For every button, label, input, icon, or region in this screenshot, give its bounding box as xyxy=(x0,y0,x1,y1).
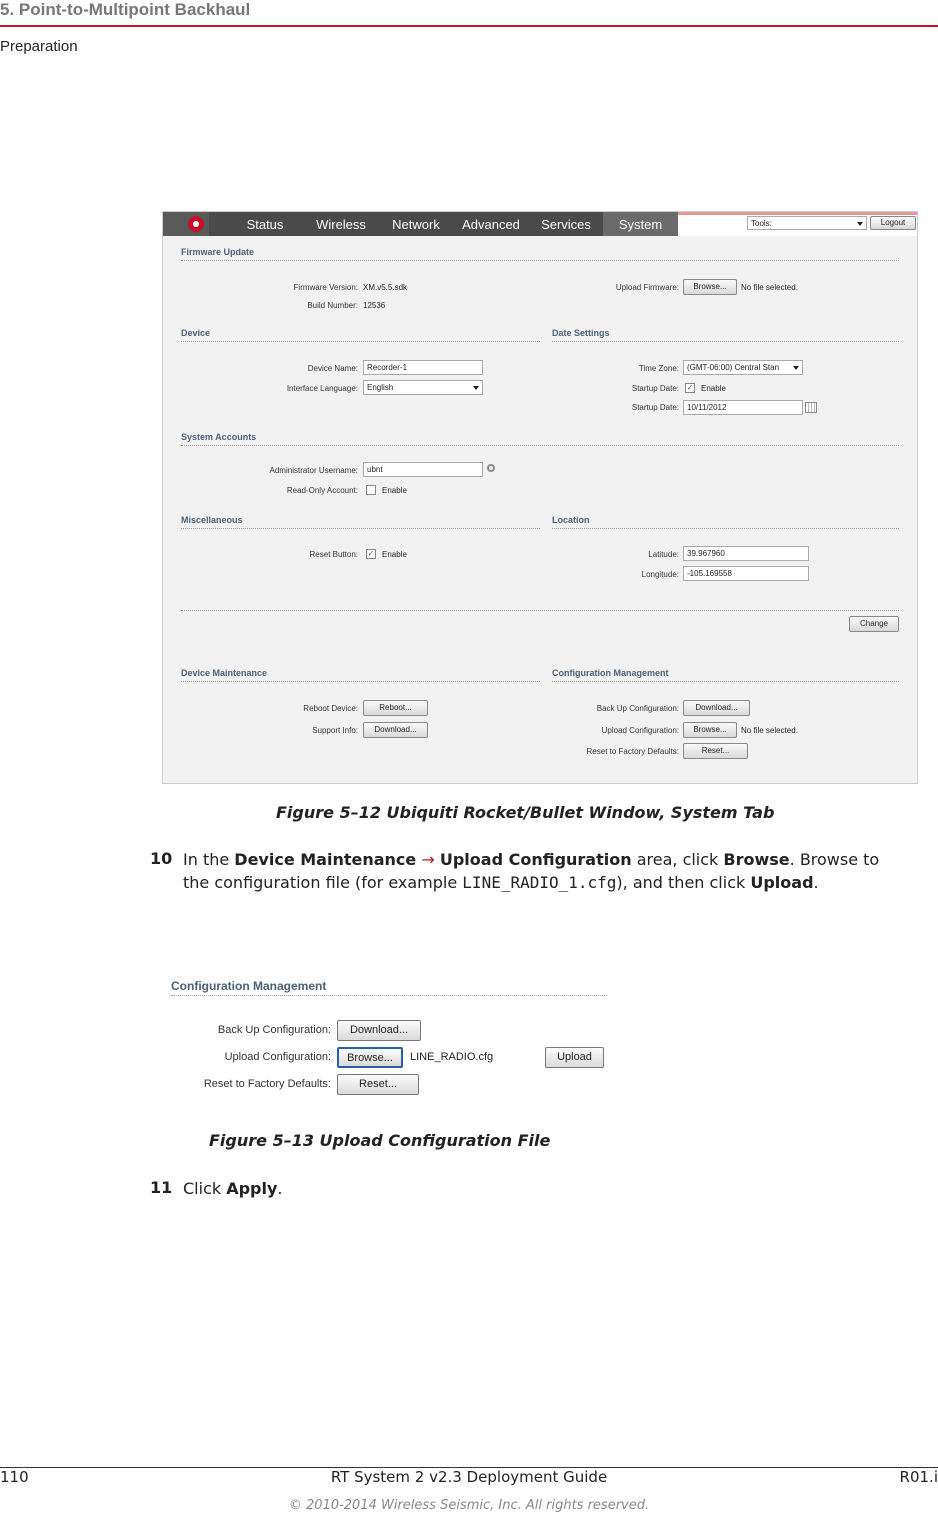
factory-reset-label: Reset to Factory Defaults: xyxy=(586,747,679,756)
figure-5-13-caption: Figure 5–13 Upload Configuration File xyxy=(209,1131,551,1150)
divider xyxy=(552,681,899,682)
divider xyxy=(171,995,607,996)
read-only-enable-text: Enable xyxy=(382,486,407,495)
tab-services[interactable]: Services xyxy=(541,217,591,232)
reset-button-label: Reset Button: xyxy=(309,550,358,559)
upload-configuration-screenshot xyxy=(168,972,612,1102)
factory-reset-button[interactable]: Reset... xyxy=(683,743,748,759)
section-device-maintenance: Device Maintenance xyxy=(181,668,268,678)
startup-date-checkbox[interactable]: ✓ xyxy=(686,383,694,392)
time-zone-value: (GMT-06:00) Central Stan xyxy=(687,363,780,372)
change-button[interactable]: Change xyxy=(849,616,899,632)
logout-button[interactable]: Logout xyxy=(870,216,916,230)
upload-config-label: Upload Configuration: xyxy=(601,726,679,735)
reset-button-checkbox[interactable]: ✓ xyxy=(367,549,375,558)
divider xyxy=(181,681,540,682)
device-name-input[interactable]: Recorder-1 xyxy=(363,360,483,375)
tab-advanced[interactable]: Advanced xyxy=(462,217,520,232)
calendar-icon[interactable] xyxy=(805,402,817,413)
text: . xyxy=(277,1179,283,1198)
chevron-down-icon xyxy=(473,386,479,390)
text: the configuration file (for example xyxy=(183,873,463,892)
arrow-icon: → xyxy=(416,850,440,869)
time-zone-label: Time Zone: xyxy=(638,364,679,373)
tools-select[interactable] xyxy=(747,216,867,230)
backup-download-button[interactable]: Download... xyxy=(683,700,750,716)
section-title: Preparation xyxy=(0,38,78,55)
bold-term: Upload Configuration xyxy=(439,850,632,869)
step-10-text xyxy=(183,848,933,894)
divider xyxy=(181,341,540,342)
interface-language-select[interactable] xyxy=(363,380,483,395)
browse-button[interactable]: Browse... xyxy=(337,1047,403,1068)
divider xyxy=(552,528,899,529)
bold-term: Device Maintenance xyxy=(234,850,417,869)
brand-strip xyxy=(678,212,918,215)
text: ), and then click xyxy=(616,873,751,892)
startup-date-label: Startup Date: xyxy=(631,403,679,412)
revision: R01.i xyxy=(899,1468,938,1486)
text: Click xyxy=(183,1179,227,1198)
reset-button[interactable]: Reset... xyxy=(337,1074,419,1095)
step-number: 10 xyxy=(150,849,173,868)
startup-enable-text: Enable xyxy=(701,384,726,393)
support-info-label: Support Info: xyxy=(312,726,358,735)
config-mgmt-title: Configuration Management xyxy=(171,979,327,993)
config-browse-button[interactable]: Browse... xyxy=(683,722,737,738)
tab-status[interactable]: Status xyxy=(246,217,284,232)
read-only-account-label: Read-Only Account: xyxy=(286,486,358,495)
figure-5-12-caption: Figure 5–12 Ubiquiti Rocket/Bullet Window, System Tab xyxy=(276,803,775,822)
step-number: 11 xyxy=(150,1178,173,1197)
divider xyxy=(181,528,540,529)
section-device: Device xyxy=(181,328,211,338)
divider xyxy=(181,445,899,446)
filename-code: LINE_RADIO_1.cfg xyxy=(462,873,617,892)
backup-config-label: Back Up Configuration: xyxy=(217,1024,331,1036)
section-date-settings: Date Settings xyxy=(552,328,610,338)
text: area, click xyxy=(631,850,724,869)
upload-config-label: Upload Configuration: xyxy=(224,1051,331,1063)
longitude-label: Longitude: xyxy=(641,570,679,579)
divider xyxy=(552,341,899,342)
download-button[interactable]: Download... xyxy=(337,1020,421,1041)
nav-bar xyxy=(163,212,678,236)
magnifier-icon[interactable] xyxy=(487,464,495,472)
tools-label: Tools: xyxy=(751,219,772,228)
text: . xyxy=(813,873,819,892)
firmware-version-label: Firmware Version: xyxy=(293,283,358,292)
tab-wireless[interactable]: Wireless xyxy=(316,217,366,232)
backup-config-label: Back Up Configuration: xyxy=(596,704,679,713)
section-miscellaneous: Miscellaneous xyxy=(181,515,243,525)
bold-term: Browse xyxy=(723,850,790,869)
latitude-input[interactable]: 39.967960 xyxy=(683,546,809,561)
text: . Browse to xyxy=(789,850,880,869)
ubiquiti-logo xyxy=(163,212,209,236)
page-number: 110 xyxy=(0,1468,29,1486)
step-11-text xyxy=(183,1177,283,1200)
bold-term: Upload xyxy=(750,873,814,892)
reboot-device-label: Reboot Device: xyxy=(303,704,358,713)
divider xyxy=(181,610,899,611)
chapter-title: 5. Point-to-Multipoint Backhaul xyxy=(0,0,251,19)
section-location: Location xyxy=(552,515,590,525)
upload-firmware-label: Upload Firmware: xyxy=(615,283,679,292)
selected-file-name: LINE_RADIO.cfg xyxy=(410,1051,494,1063)
document-title: RT System 2 v2.3 Deployment Guide xyxy=(330,1468,608,1486)
language-value: English xyxy=(367,383,394,392)
admin-username-input[interactable]: ubnt xyxy=(363,462,483,477)
header-rule xyxy=(0,25,938,27)
bold-term: Apply xyxy=(226,1179,278,1198)
device-name-label: Device Name: xyxy=(307,364,358,373)
latitude-label: Latitude: xyxy=(648,550,679,559)
read-only-checkbox[interactable] xyxy=(366,485,376,495)
upload-button[interactable]: Upload xyxy=(545,1047,604,1068)
factory-reset-label: Reset to Factory Defaults: xyxy=(203,1078,331,1090)
chevron-down-icon xyxy=(793,366,799,370)
reset-enable-text: Enable xyxy=(382,550,407,559)
section-configuration-management: Configuration Management xyxy=(552,668,669,678)
firmware-version-value: XM.v5.5.sdk xyxy=(363,283,408,292)
reboot-button[interactable]: Reboot... xyxy=(363,700,428,716)
config-no-file: No file selected. xyxy=(741,726,798,735)
text: In the xyxy=(183,850,235,869)
firmware-browse-button[interactable]: Browse... xyxy=(683,279,737,295)
section-system-accounts: System Accounts xyxy=(181,432,257,442)
tab-network[interactable]: Network xyxy=(392,217,440,232)
support-download-button[interactable]: Download... xyxy=(363,722,428,738)
copyright: © 2010-2014 Wireless Seismic, Inc. All rights reserved. xyxy=(288,1498,650,1513)
longitude-input[interactable]: -105.169558 xyxy=(683,566,809,581)
antenna-icon xyxy=(188,216,204,232)
startup-date-enable-label: Startup Date: xyxy=(631,384,679,393)
admin-username-label: Administrator Username: xyxy=(269,466,358,475)
section-firmware-update: Firmware Update xyxy=(181,247,255,257)
tab-system[interactable]: System xyxy=(603,212,678,236)
ubiquiti-system-tab-screenshot xyxy=(162,211,918,784)
startup-date-input[interactable]: 10/11/2012 xyxy=(683,400,803,415)
divider xyxy=(181,260,899,261)
build-number-value: 12536 xyxy=(363,301,386,310)
time-zone-select[interactable] xyxy=(683,360,803,375)
chevron-down-icon xyxy=(857,222,863,226)
firmware-no-file: No file selected. xyxy=(741,283,798,292)
build-number-label: Build Number: xyxy=(307,301,358,310)
interface-language-label: Interface Language: xyxy=(286,384,358,393)
